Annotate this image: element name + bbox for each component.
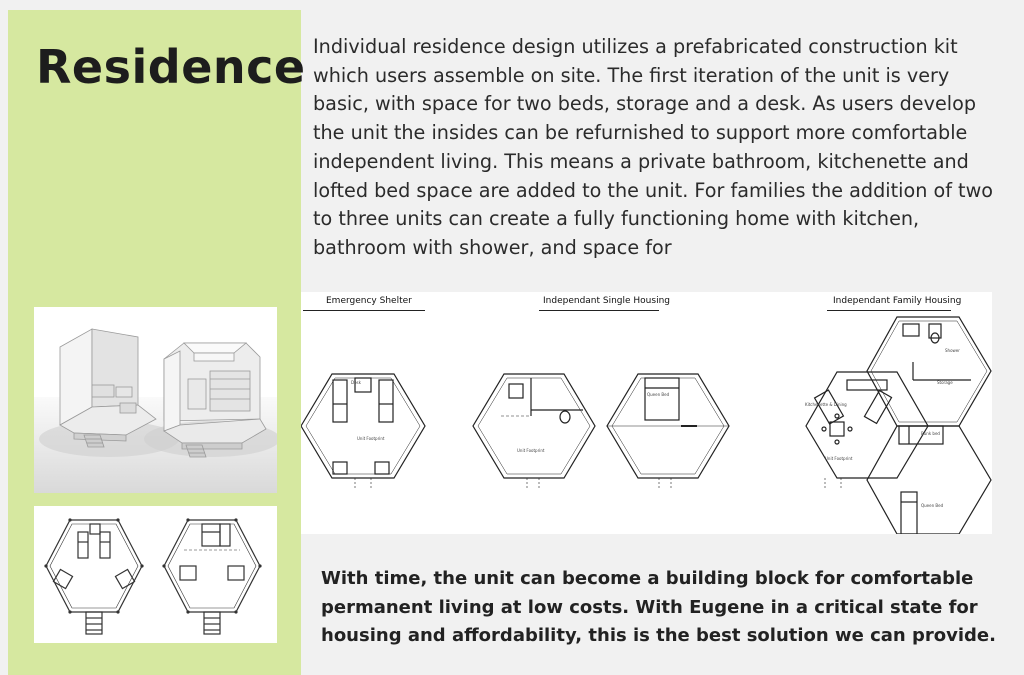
unit-plan-image	[34, 506, 277, 643]
svg-text:Storage: Storage	[937, 380, 953, 385]
svg-text:Queen Bed: Queen Bed	[921, 503, 944, 508]
floor-plans-figure	[301, 292, 992, 534]
page-title: Residence	[36, 40, 306, 94]
svg-text:Unit Footprint: Unit Footprint	[517, 448, 545, 453]
single-housing-label: Independant Single Housing	[543, 296, 670, 306]
family-housing-label: Independant Family Housing	[833, 296, 962, 306]
svg-text:Kitchenette & Dining: Kitchenette & Dining	[805, 402, 847, 407]
svg-text:Desk: Desk	[351, 380, 361, 385]
svg-text:Bunk bed: Bunk bed	[921, 431, 940, 436]
unit-render-image	[34, 307, 277, 493]
closing-paragraph: With time, the unit can become a building block for comfortable permanent living at low costs. With Eugene in a critical state for housing and affordability, this is the best solution we can provide.	[321, 568, 996, 646]
intro-paragraph: Individual residence design utilizes a prefabricated construction kit which users assemble on site. The first iteration of the unit is very basic, with space for two beds, storage and a desk. As users develop the unit the insides can be refurnished to support more comfortable independent living. This means a private bathroom, kitchenette and lofted bed space are added to the unit. For families the addition of two to three units can create a fully functioning home with kitchen, bathroom with shower, and space for	[313, 35, 994, 259]
svg-text:Queen Bed: Queen Bed	[647, 392, 670, 397]
emergency-shelter-label: Emergency Shelter	[326, 296, 412, 306]
svg-text:Unit Footprint: Unit Footprint	[825, 456, 853, 461]
svg-text:Unit Footprint: Unit Footprint	[357, 436, 385, 441]
svg-text:Shower: Shower	[945, 348, 960, 353]
